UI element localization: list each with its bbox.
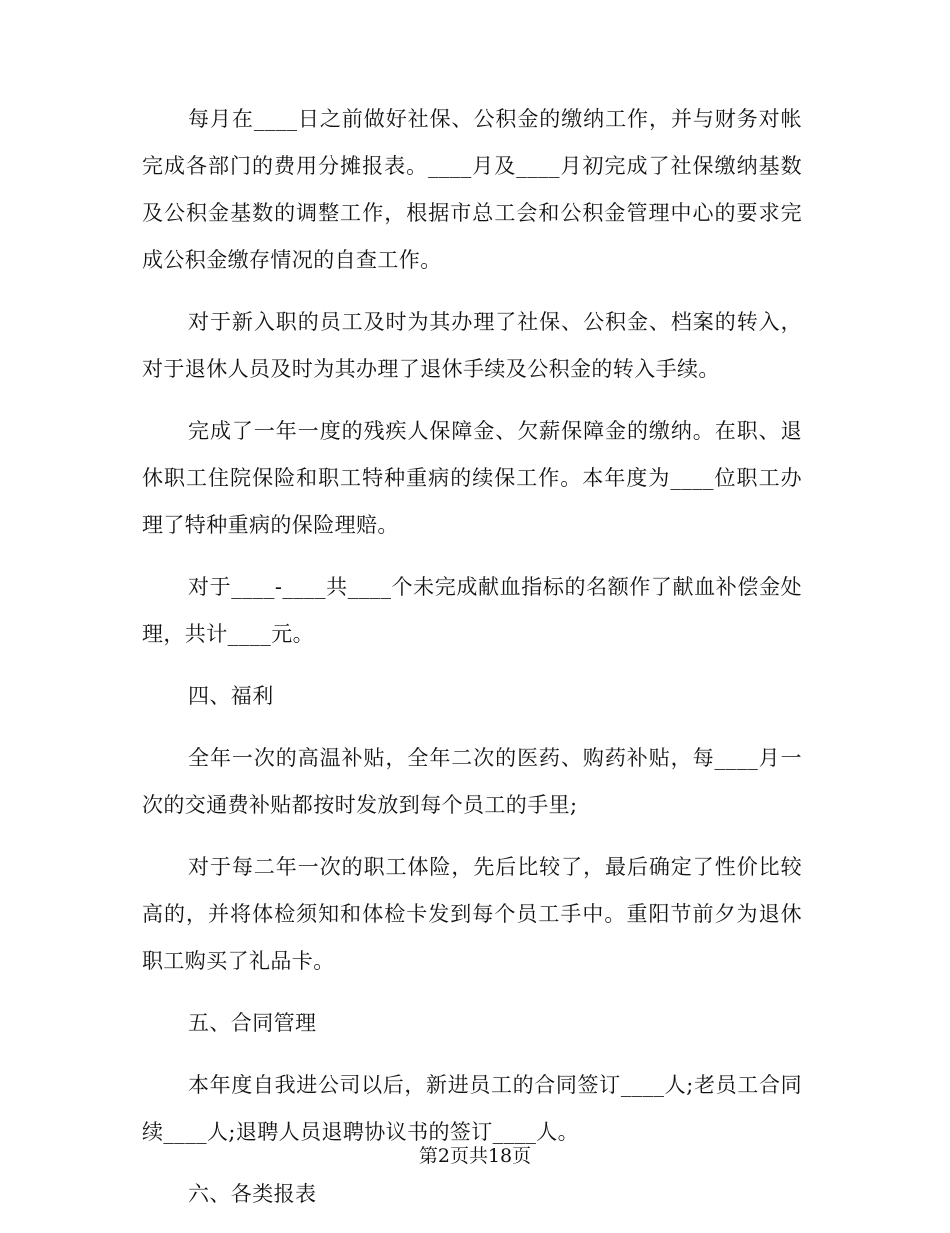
paragraph-health-check: 对于每二年一次的职工体险，先后比较了，最后确定了性价比较高的，并将体检须知和体检卡发到每个员工手中。重阳节前夕为退休职工购买了礼品卡。 bbox=[142, 855, 802, 973]
section-heading-contract: 五、合同管理 bbox=[188, 1011, 317, 1035]
section-heading-welfare: 四、福利 bbox=[188, 684, 274, 708]
paragraph-insurance: 完成了一年一度的残疾人保障金、欠薪保障金的缴纳。在职、退休职工住院保险和职工特种重病的续保工作。本年度为____位职工办理了特种重病的保险理赔。 bbox=[142, 419, 802, 537]
paragraph-new-employees: 对于新入职的员工及时为其办理了社保、公积金、档案的转入，对于退休人员及时为其办理了退休手续及公积金的转入手续。 bbox=[142, 310, 802, 381]
page-number-footer: 第2页共18页 bbox=[418, 1145, 532, 1167]
paragraph-social-security: 每月在____日之前做好社保、公积金的缴纳工作，并与财务对帐完成各部门的费用分摊报表。____月及____月初完成了社保缴纳基数及公积金基数的调整工作，根据市总工会和公积金管理中心的要求完成公积金缴存情况的自查工作。 bbox=[142, 107, 802, 272]
paragraph-blood-donation: 对于____-____共____个未完成献血指标的名额作了献血补偿金处理，共计____元。 bbox=[142, 575, 802, 646]
paragraph-subsidies: 全年一次的高温补贴，全年二次的医药、购药补贴，每____月一次的交通费补贴都按时发放到每个员工的手里; bbox=[142, 746, 802, 817]
section-heading-reports: 六、各类报表 bbox=[188, 1182, 317, 1206]
paragraph-contracts: 本年度自我进公司以后，新进员工的合同签订____人;老员工合同续____人;退聘人员退聘协议书的签订____人。 bbox=[142, 1073, 802, 1144]
document-body bbox=[142, 96, 802, 1233]
